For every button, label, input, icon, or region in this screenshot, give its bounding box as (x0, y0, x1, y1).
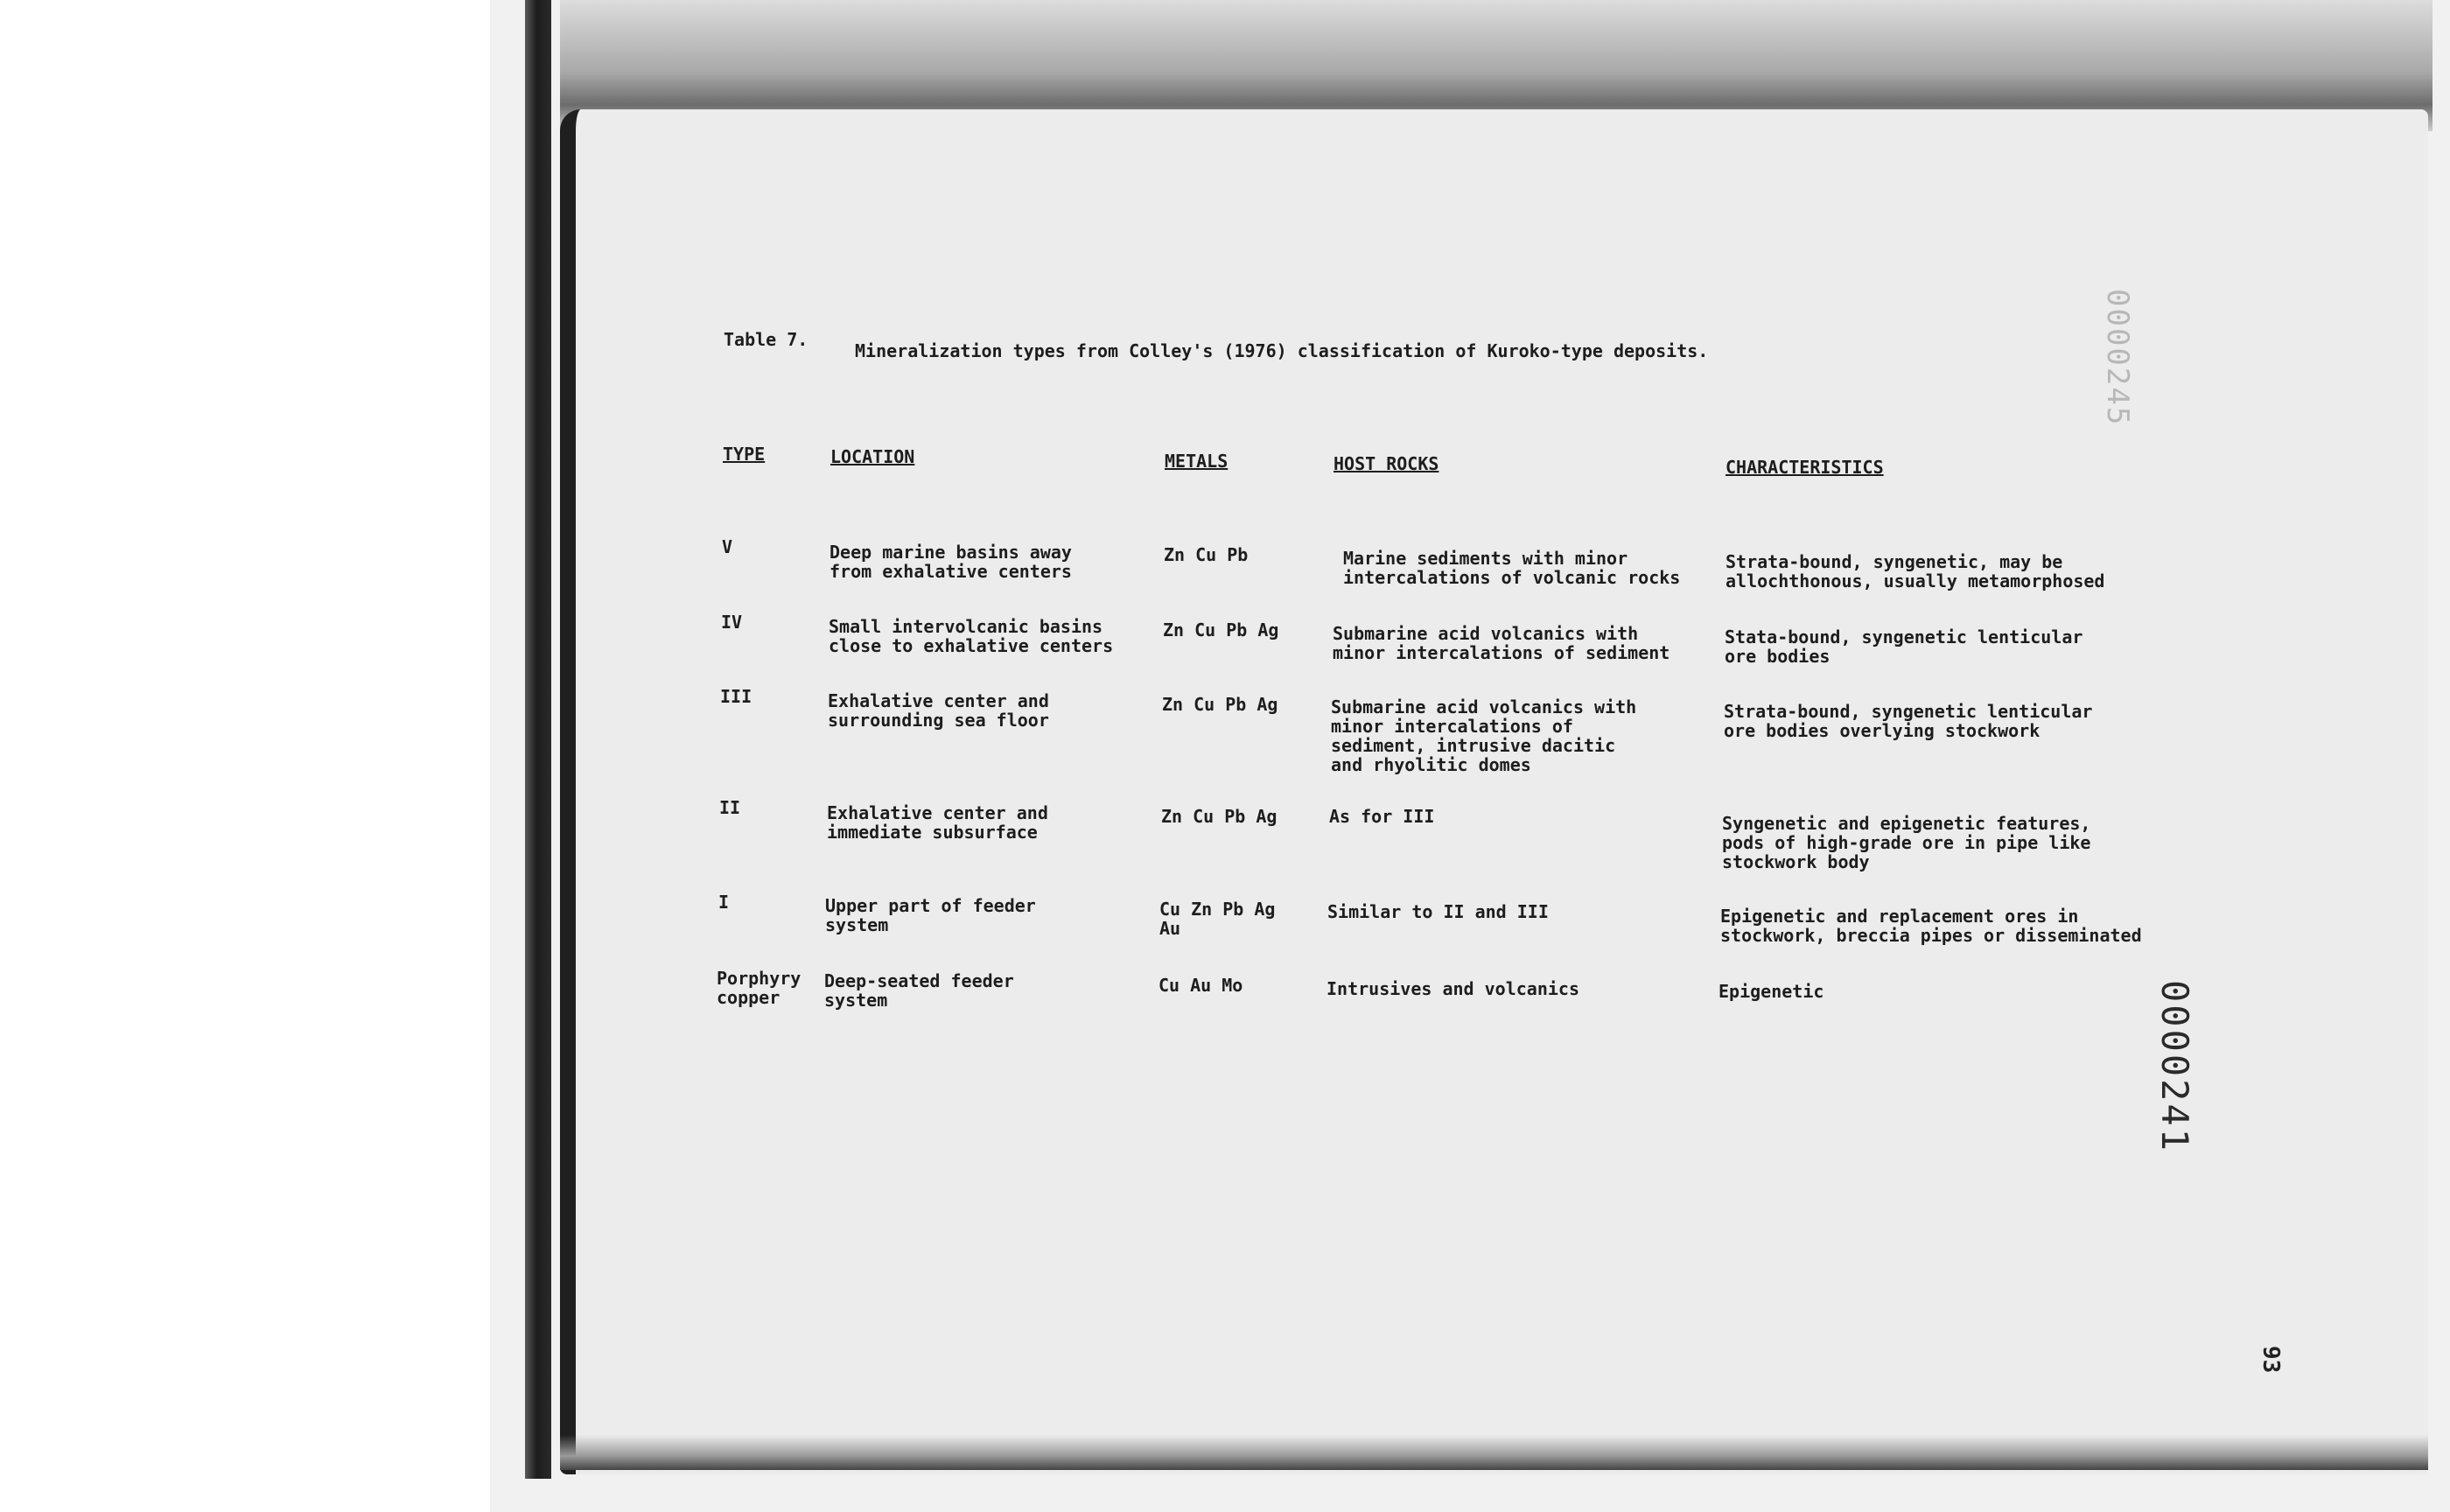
page-bottom-curl (560, 1435, 2428, 1470)
table-caption: Table 7. (724, 329, 808, 350)
binder-edge (525, 0, 551, 1479)
row-type: I (718, 892, 730, 913)
row-metals: Cu Au Mo (1158, 975, 1243, 996)
header-host-rocks: HOST ROCKS (1334, 453, 1439, 474)
page-number: 93 (2258, 1346, 2284, 1374)
document-page (560, 109, 2428, 1474)
row-metals: Cu Zn Pb Ag Au (1159, 899, 1276, 939)
row-location: Exhalative center and immediate subsurface (827, 802, 1048, 843)
row-characteristics: Stata-bound, syngenetic lenticular ore bodies (1725, 626, 2083, 667)
row-characteristics: Strata-bound, syngenetic, may be allochthonous, usually metamorphosed (1726, 551, 2105, 592)
bates-number: 0000241 (2153, 980, 2196, 1154)
table-title: Mineralization types from Colley's (1976) classification of Kuroko-type deposits. (855, 340, 1709, 361)
header-type: TYPE (723, 444, 766, 465)
row-location: Upper part of feeder system (825, 895, 1036, 935)
row-metals: Zn Cu Pb Ag (1161, 806, 1278, 827)
row-host-rocks: Intrusives and volcanics (1326, 978, 1579, 999)
row-metals: Zn Cu Pb (1164, 544, 1249, 565)
row-location: Deep marine basins away from exhalative centers (830, 542, 1072, 582)
row-location: Small intervolcanic basins close to exhalative centers (829, 616, 1114, 656)
row-type: V (722, 536, 733, 557)
row-type: IV (721, 612, 743, 633)
row-characteristics: Epigenetic (1718, 981, 1824, 1002)
row-host-rocks: Submarine acid volcanics with minor intercalations of sediment, intrusive dacitic and rhyolitic domes (1331, 696, 1637, 775)
row-metals: Zn Cu Pb Ag (1163, 620, 1279, 640)
row-metals: Zn Cu Pb Ag (1162, 694, 1278, 715)
faint-document-number: 0000245 (2100, 289, 2135, 427)
row-location: Exhalative center and surrounding sea floor (828, 690, 1049, 731)
header-characteristics: CHARACTERISTICS (1726, 457, 1884, 478)
row-host-rocks: As for III (1329, 806, 1435, 827)
row-type: II (719, 797, 741, 818)
row-characteristics: Epigenetic and replacement ores in stockwork, breccia pipes or disseminated (1720, 906, 2142, 946)
row-host-rocks: Marine sediments with minor intercalations of volcanic rocks (1343, 548, 1681, 588)
header-location: LOCATION (830, 446, 915, 467)
row-type: III (720, 686, 752, 707)
row-host-rocks: Submarine acid volcanics with minor intercalations of sediment (1333, 623, 1670, 663)
row-type: Porphyry copper (717, 968, 802, 1008)
row-host-rocks: Similar to II and III (1327, 901, 1549, 922)
header-metals: METALS (1165, 451, 1228, 472)
row-characteristics: Syngenetic and epigenetic features, pods of high-grade ore in pipe like stockwork body (1722, 813, 2091, 872)
row-characteristics: Strata-bound, syngenetic lenticular ore bodies overlying stockwork (1724, 701, 2093, 741)
row-location: Deep-seated feeder system (824, 970, 1014, 1011)
